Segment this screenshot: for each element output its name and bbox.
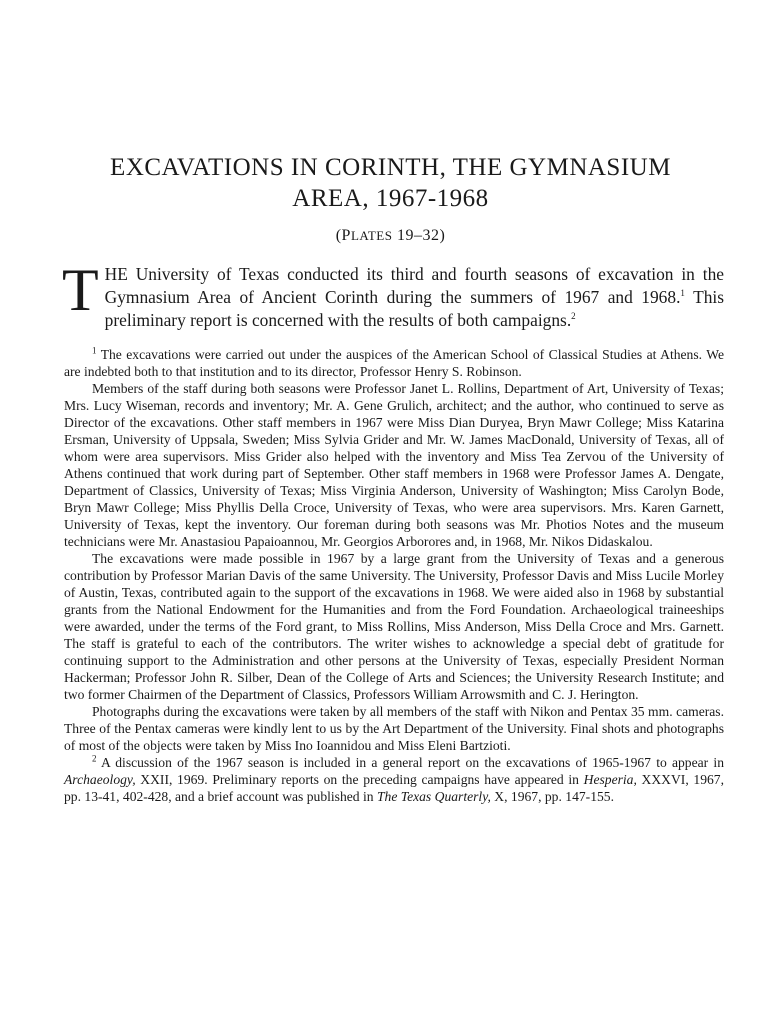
title-line-1: EXCAVATIONS IN CORINTH, THE GYMNASIUM xyxy=(110,154,671,181)
footnote-1-photographs: Photographs during the excavations were taken by all members of the staff with Nikon and Pentax 35 mm. cameras. Three of the Pentax cameras were kindly lent to us by the Art Department of the University. Final shots and photographs of most of the objects were taken by Miss Ino Ioannidou and Miss Eleni Bartzioti. xyxy=(64,704,724,753)
title-line-2: AREA, 1967-1968 xyxy=(292,185,489,212)
footnote-ref-1: 1 xyxy=(680,288,685,299)
footnote-1-staff: Members of the staff during both seasons were Professor Janet L. Rollins, Department of Art, University of Texas; Mrs. Lucy Wiseman, records and inventory; Mr. A. Gene Grulich, architect; and the author, who continued to serve as Director of the excavations. Other staff members in 1967 were Miss Dian Duryea, Bryn Mawr College; Miss Katarina Ersman, University of Uppsala, Sweden; Miss Sylvia Grider and Mr. W. James MacDonald, University of Texas, all of whom were area supervisors. Miss Grider also helped with the inventory and Miss Tea Zervou of the University of Athens continued that work during part of September. Other staff members in 1968 were Professor James A. Dengate, Department of Classics, University of Texas; Miss Virginia Anderson, University of Washington; Miss Carolyn Bode, Bryn Mawr College; Miss Phyllis Della Croce, University of Texas, who were area supervisors. Mrs. Karen Garnett, University of Texas, kept the inventory. Our foreman during both seasons was Mr. Photios Notes and the museum technicians were Mr. Anastasiou Papaioannou, Mr. Georgios Arborores and, in 1968, Mr. Nikos Didaskalou. xyxy=(64,381,724,549)
footnote-ref-2: 2 xyxy=(571,311,576,322)
article-title xyxy=(60,152,721,214)
footnote-marker-1: 1 xyxy=(92,345,97,356)
footnotes xyxy=(64,346,724,805)
footnote-1-funding: The excavations were made possible in 1967 by a large grant from the University of Texas and a generous contribution by Professor Marian Davis of the same University. The University, Professor Davis and Miss Lucile Morley of Austin, Texas, contributed again to the support of the excavations in 1968. We were aided also in 1968 by substantial grants from the National Endowment for the Humanities and from the Ford Foundation. Archaeological traineeships were awarded, under the terms of the Ford grant, to Miss Rollins, Miss Anderson, Miss Della Croce and Mrs. Garnett. The staff is grateful to each of the contributors. The writer wishes to acknowledge a special debt of gratitude for continuing support to the Administration and other persons at the University of Texas, especially President Norman Hackerman; Professor John R. Silber, Dean of the College of Arts and Sciences; the University Research Institute; and two former Chairmen of the Department of Classics, Professors William Arrowsmith and C. J. Herington. xyxy=(64,551,724,702)
footnote-2: $^2$ A discussion of the 1967 season is included in a general report on the excavations of 1965-1967 to appear in Archaeology, XXII, 1969. Preliminary reports on the preceding campaigns have appeared in Hesperia, XXXVI, 1967, pp. 13-41, 402-428, and a brief account was published in The Texas Quarterly, X, 1967, pp. 147-155. xyxy=(64,753,725,804)
plates-reference: (PLATES 19–32) xyxy=(335,227,446,244)
drop-cap: T xyxy=(62,257,99,323)
footnote-1: $^1$ The excavations were carried out under the auspices of the American School of Classical Studies at Athens. We are indebted both to that institution and to its director, Professor Henry S. Robinson. xyxy=(64,345,724,379)
intro-paragraph: THE University of Texas conducted its third and fourth seasons of excavation in the Gymnasium Area of Ancient Corinth during the summers of 1967 and 1968.$^1$ This preliminary report is concerned with the results of both campaigns.$^2$ xyxy=(62,257,725,330)
footnote-marker-2: 2 xyxy=(92,753,97,764)
